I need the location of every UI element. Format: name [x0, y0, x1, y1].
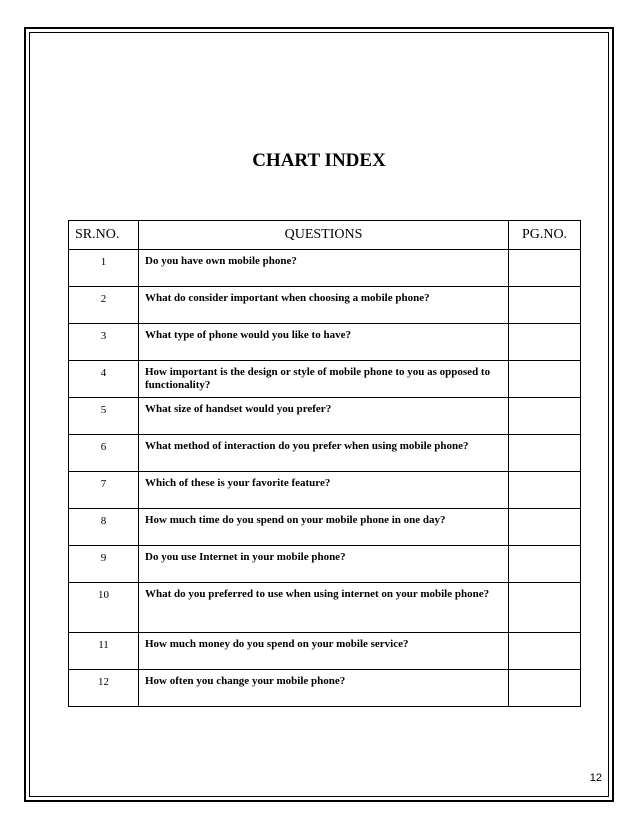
- question-cell: What type of phone would you like to have?: [139, 324, 509, 361]
- sr-cell: 4: [69, 361, 139, 398]
- header-sr-no: SR.NO.: [69, 221, 139, 250]
- question-cell: How often you change your mobile phone?: [139, 670, 509, 707]
- question-cell: What method of interaction do you prefer when using mobile phone?: [139, 435, 509, 472]
- question-cell: How much time do you spend on your mobile phone in one day?: [139, 509, 509, 546]
- question-cell: What do you preferred to use when using internet on your mobile phone?: [139, 583, 509, 633]
- table-row: [69, 361, 581, 398]
- pg-cell: [509, 398, 581, 435]
- question-cell: How much money do you spend on your mobile service?: [139, 633, 509, 670]
- header-pg-no: PG.NO.: [509, 221, 581, 250]
- sr-cell: 9: [69, 546, 139, 583]
- pg-cell: [509, 583, 581, 633]
- sr-cell: 3: [69, 324, 139, 361]
- pg-cell: [509, 361, 581, 398]
- pg-cell: [509, 509, 581, 546]
- pg-cell: [509, 633, 581, 670]
- question-cell: What size of handset would you prefer?: [139, 398, 509, 435]
- question-cell: Which of these is your favorite feature?: [139, 472, 509, 509]
- table-row: [69, 324, 581, 361]
- table-row: [69, 583, 581, 633]
- question-cell: What do consider important when choosing a mobile phone?: [139, 287, 509, 324]
- question-cell: Do you have own mobile phone?: [139, 250, 509, 287]
- sr-cell: 8: [69, 509, 139, 546]
- sr-cell: 7: [69, 472, 139, 509]
- pg-cell: [509, 546, 581, 583]
- table-row: [69, 509, 581, 546]
- table-header-row: [69, 221, 581, 250]
- pg-cell: [509, 435, 581, 472]
- pg-cell: [509, 287, 581, 324]
- header-questions: QUESTIONS: [139, 221, 509, 250]
- table-row: [69, 435, 581, 472]
- pg-cell: [509, 324, 581, 361]
- sr-cell: 5: [69, 398, 139, 435]
- table-row: [69, 250, 581, 287]
- pg-cell: [509, 670, 581, 707]
- sr-cell: 2: [69, 287, 139, 324]
- page-number: 12: [589, 772, 602, 784]
- sr-cell: 11: [69, 633, 139, 670]
- table-row: [69, 670, 581, 707]
- sr-cell: 10: [69, 583, 139, 633]
- table-row: [69, 472, 581, 509]
- sr-cell: 12: [69, 670, 139, 707]
- pg-cell: [509, 472, 581, 509]
- table-row: [69, 287, 581, 324]
- chart-index-table: [68, 220, 581, 707]
- page-title: CHART INDEX: [252, 150, 386, 171]
- sr-cell: 1: [69, 250, 139, 287]
- question-cell: Do you use Internet in your mobile phone?: [139, 546, 509, 583]
- table-row: [69, 398, 581, 435]
- sr-cell: 6: [69, 435, 139, 472]
- table-row: [69, 633, 581, 670]
- pg-cell: [509, 250, 581, 287]
- question-cell: How important is the design or style of mobile phone to you as opposed to functionality?: [139, 361, 509, 398]
- table-row: [69, 546, 581, 583]
